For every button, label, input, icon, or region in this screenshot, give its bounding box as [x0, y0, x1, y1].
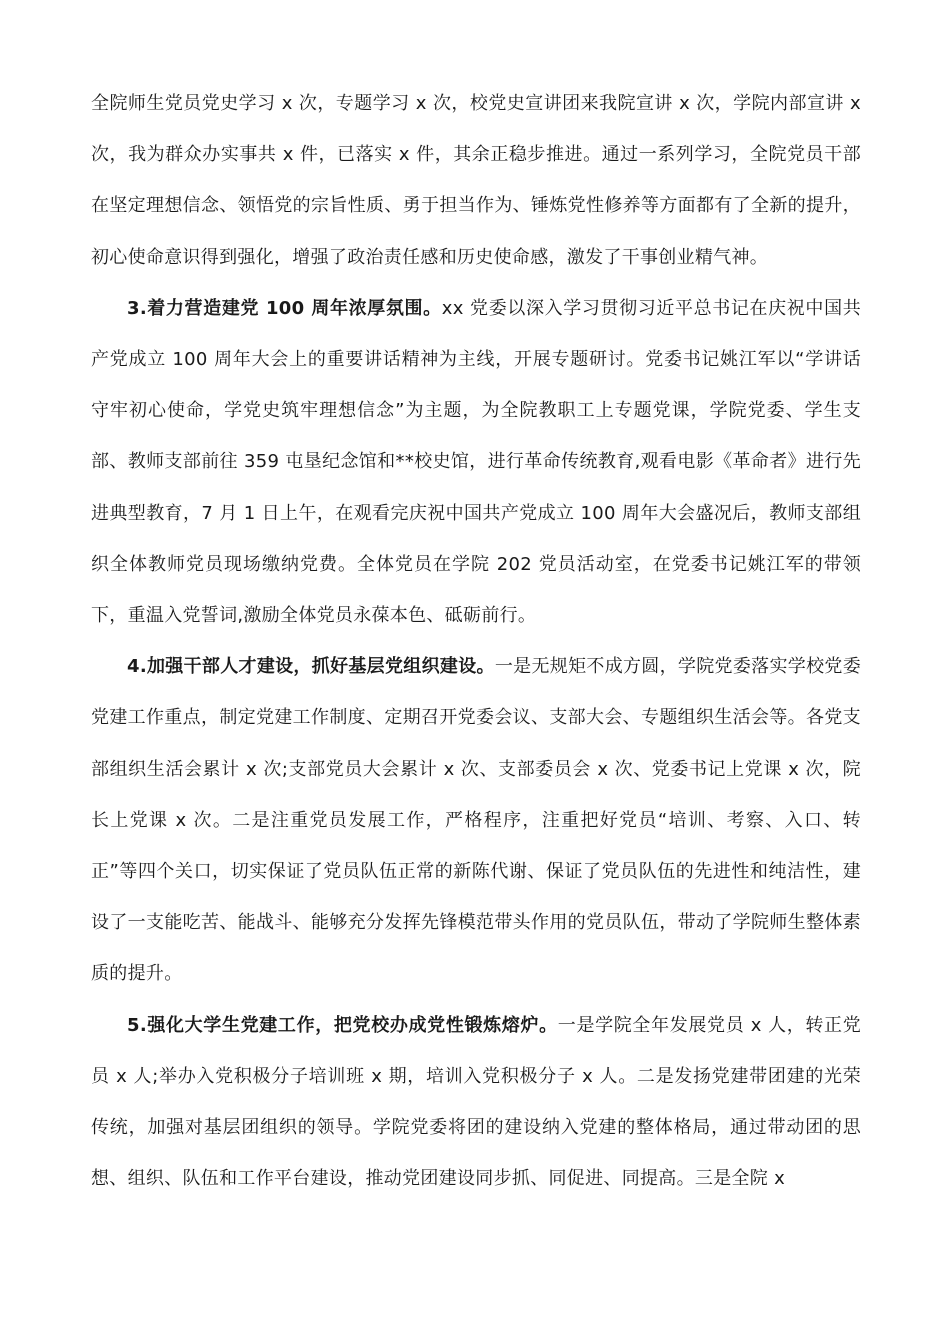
- paragraph-section-3: [91, 283, 861, 641]
- section-heading: 5.强化大学生党建工作，把党校办成党性锻炼熔炉。: [127, 1014, 558, 1036]
- paragraph-continued: [91, 78, 861, 283]
- section-heading: 4.加强干部人才建设，抓好基层党组织建设。: [127, 656, 495, 678]
- paragraph-text: xx 党委以深入学习贯彻习近平总书记在庆祝中国共产党成立 100 周年大会上的重要讲话精神为主线，开展专题研讨。党委书记姚江军以“学讲话守牢初心使命，学党史筑牢理想信念”为主题，为全院教职工上专题党课，学院党委、学生支部、教师支部前往 359 屯垦纪念馆和**校史馆，进行革命传统教育,观看电影《革命者》进行先进典型教育，7 月 1 日上午，在观看完庆祝中国共产党成立 100 周年大会盛况后，教师支部组织全体教师党员现场缴纳党费。全体党员在学院 202 党员活动室，在党委书记姚江军的带领下，重温入党誓词,激励全体党员永葆本色、砥砺前行。: [91, 297, 862, 627]
- paragraph-text: 全院师生党员党史学习 x 次，专题学习 x 次，校党史宣讲团来我院宣讲 x 次，学院内部宣讲 x 次，我为群众办实事共 x 件，已落实 x 件，其余正稳步推进。通过一系列学习，全院党员干部在坚定理想信念、领悟党的宗旨性质、勇于担当作为、锤炼党性修养等方面都有了全新的提升，初心使命意识得到强化，增强了政治责任感和历史使命感，激发了干事创业精气神。: [91, 93, 861, 268]
- paragraph-text: 一是学院全年发展党员 x 人，转正党员 x 人;举办入党积极分子培训班 x 期，培训入党积极分子 x 人。二是发扬党建带团建的光荣传统，加强对基层团组织的领导。学院党委将团的建设纳入党建的整体格局，通过带动团的思想、组织、队伍和工作平台建设，推动党团建设同步抓、同促进、同提高。三是全院 x: [91, 1014, 861, 1190]
- paragraph-section-4: [91, 641, 861, 999]
- section-heading: 3.着力营造建党 100 周年浓厚氛围。: [127, 297, 442, 319]
- paragraph-section-5: [91, 1000, 861, 1205]
- paragraph-text: 一是无规矩不成方圆，学院党委落实学校党委党建工作重点，制定党建工作制度、定期召开党委会议、支部大会、专题组织生活会等。各党支部组织生活会累计 x 次;支部党员大会累计 x 次、支部委员会 x 次、党委书记上党课 x 次，院长上党课 x 次。二是注重党员发展工作，严格程序，注重把好党员“培训、考察、入口、转正”等四个关口，切实保证了党员队伍正常的新陈代谢、保证了党员队伍的先进性和纯洁性，建设了一支能吃苦、能战斗、能够充分发挥先锋模范带头作用的党员队伍，带动了学院师生整体素质的提升。: [91, 656, 862, 985]
- document-body: [91, 78, 861, 1204]
